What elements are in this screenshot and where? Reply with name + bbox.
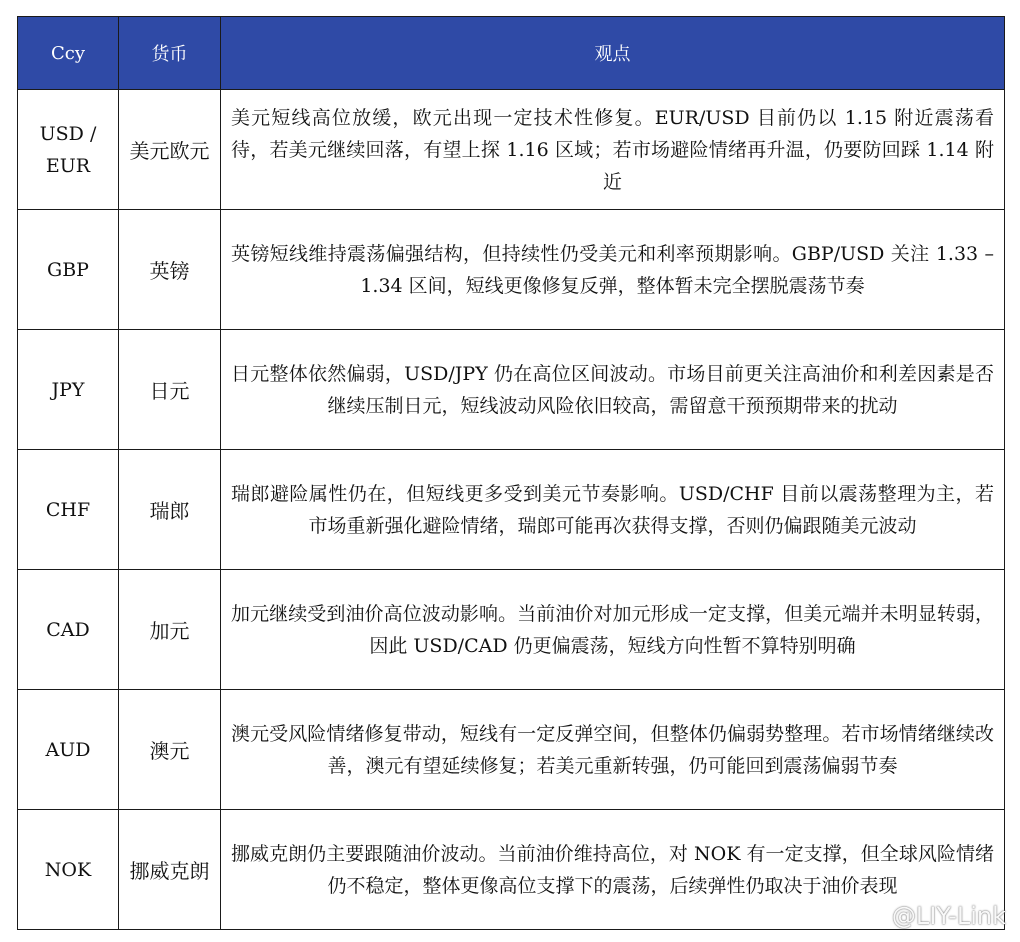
ccy-cell-text: NOK <box>44 858 92 881</box>
table-header <box>18 17 1005 90</box>
header-view: 观点 <box>221 17 1005 90</box>
view-cell-text: 澳元受风险情绪修复带动，短线有一定反弹空间，但整体仍偏弱势整理。若市场情绪继续改善，澳元有望延续修复；若美元重新转强，仍可能回到震荡偏弱节奏 <box>231 722 994 777</box>
currency-cell-text: 英镑 <box>149 259 190 283</box>
ccy-cell <box>18 570 119 690</box>
view-cell <box>221 450 1005 570</box>
header-row <box>18 17 1005 90</box>
watermark <box>866 902 1006 930</box>
fx-outlook-table <box>17 16 1005 930</box>
header-ccy: Ccy <box>18 17 119 90</box>
view-cell-text: 日元整体依然偏弱，USD/JPY 仍在高位区间波动。市场目前更关注高油价和利差因素是否继续压制日元，短线波动风险依旧较高，需留意干预预期带来的扰动 <box>231 362 994 417</box>
ccy-cell <box>18 690 119 810</box>
view-cell-text: 美元短线高位放缓，欧元出现一定技术性修复。EUR/USD 目前仍以 1.15 附近震荡看待，若美元继续回落，有望上探 1.16 区域；若市场避险情绪再升温，仍要防回踩 1.14 附近 <box>231 106 994 193</box>
table-row <box>18 570 1005 690</box>
table-row <box>18 450 1005 570</box>
currency-cell-text: 加元 <box>149 619 190 643</box>
ccy-cell <box>18 330 119 450</box>
ccy-cell <box>18 450 119 570</box>
view-cell-text: 挪威克朗仍主要跟随油价波动。当前油价维持高位，对 NOK 有一定支撑，但全球风险情绪仍不稳定，整体更像高位支撑下的震荡，后续弹性仍取决于油价表现 <box>231 842 994 897</box>
currency-cell <box>119 450 221 570</box>
table-row <box>18 210 1005 330</box>
ccy-cell <box>18 210 119 330</box>
table-row <box>18 90 1005 210</box>
ccy-cell <box>18 810 119 930</box>
currency-cell-text: 日元 <box>149 379 190 403</box>
ccy-cell <box>18 90 119 210</box>
view-cell <box>221 90 1005 210</box>
table-row <box>18 330 1005 450</box>
ccy-cell-text: JPY <box>51 378 85 401</box>
watermark-text: @LIY-Link <box>891 902 1006 930</box>
view-cell-text: 瑞郎避险属性仍在，但短线更多受到美元节奏影响。USD/CHF 目前以震荡整理为主，若市场重新强化避险情绪，瑞郎可能再次获得支撑，否则仍偏跟随美元波动 <box>231 482 994 537</box>
table-body <box>18 90 1005 930</box>
view-cell-text: 英镑短线维持震荡偏强结构，但持续性仍受美元和利率预期影响。GBP/USD 关注 1.33 – 1.34 区间，短线更像修复反弹，整体暂未完全摆脱震荡节奏 <box>231 242 994 297</box>
currency-cell <box>119 570 221 690</box>
view-cell <box>221 690 1005 810</box>
currency-cell <box>119 90 221 210</box>
ccy-cell-text: AUD <box>45 738 91 761</box>
ccy-cell-text: USD / EUR <box>39 122 97 177</box>
currency-cell <box>119 210 221 330</box>
ccy-cell-text: CAD <box>46 618 90 641</box>
currency-cell-text: 瑞郎 <box>149 499 190 523</box>
ccy-cell-text: CHF <box>45 498 91 521</box>
table-row <box>18 690 1005 810</box>
currency-cell <box>119 690 221 810</box>
currency-cell-text: 挪威克朗 <box>129 859 210 883</box>
zhihu-logo-icon <box>866 905 888 927</box>
view-cell <box>221 330 1005 450</box>
currency-cell <box>119 330 221 450</box>
ccy-cell-text: GBP <box>47 258 89 281</box>
view-cell <box>221 210 1005 330</box>
header-currency: 货币 <box>119 17 221 90</box>
currency-cell-text: 澳元 <box>149 739 190 763</box>
currency-cell-text: 美元欧元 <box>129 139 210 163</box>
view-cell <box>221 570 1005 690</box>
view-cell-text: 加元继续受到油价高位波动影响。当前油价对加元形成一定支撑，但美元端并未明显转弱，因此 USD/CAD 仍更偏震荡，短线方向性暂不算特别明确 <box>231 602 994 657</box>
table-row <box>18 810 1005 930</box>
currency-cell <box>119 810 221 930</box>
